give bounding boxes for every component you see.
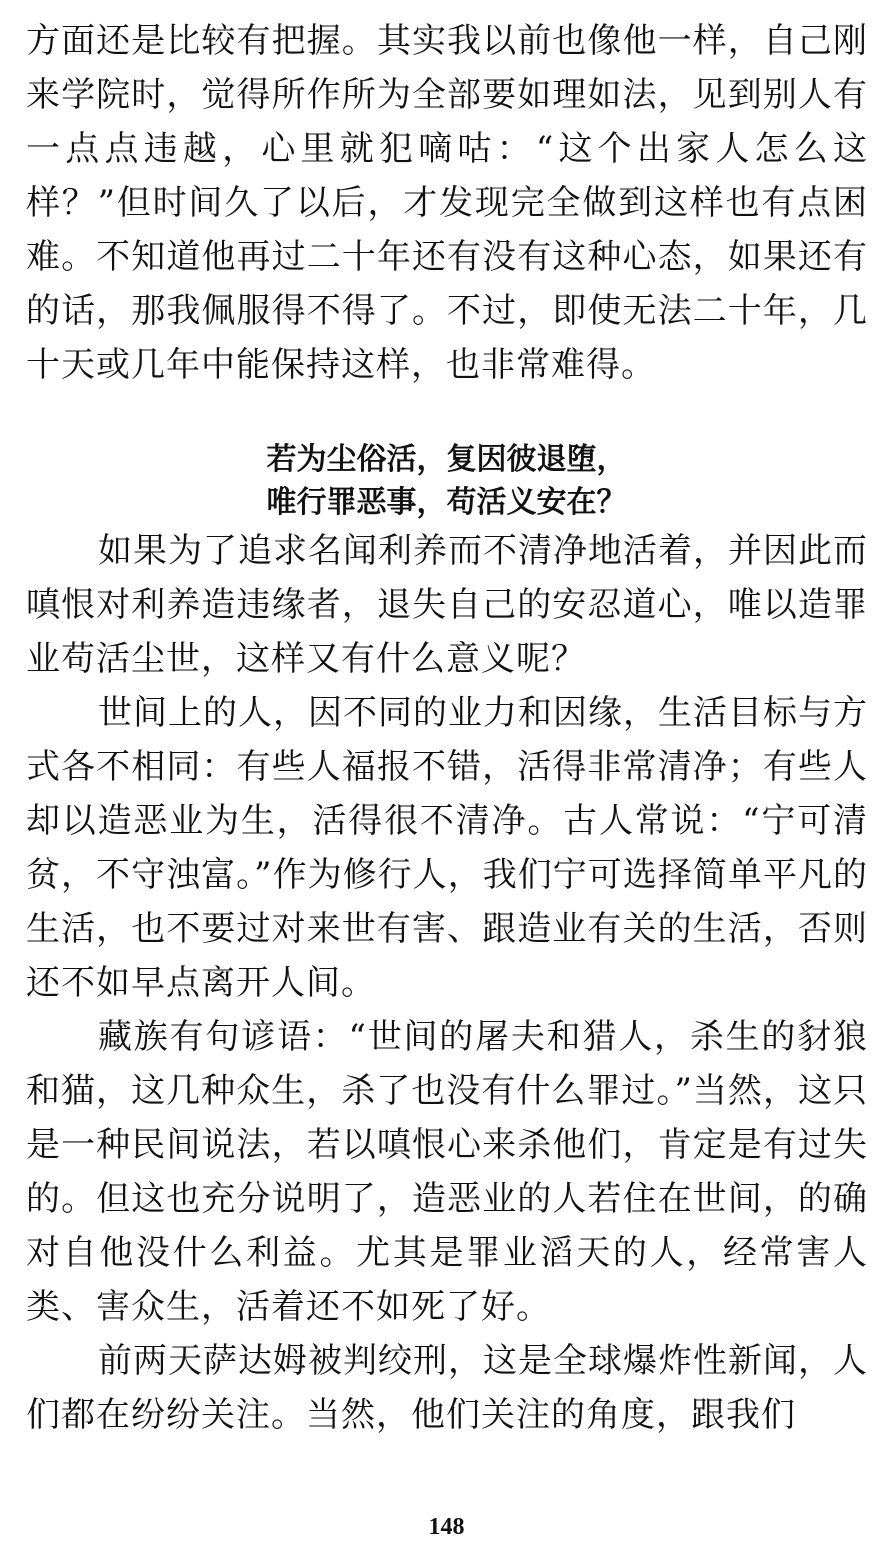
- intro-paragraph: [26, 14, 868, 392]
- verse-line-1: 若为尘俗活，复因彼退堕，: [266, 442, 627, 477]
- paragraph-2: 世间上的人，因不同的业力和因缘，生活目标与方式各不相同：有些人福报不错，活得非常清净；有些人却以造恶业为生，活得很不清净。古人常说：“宁可清贫，不守浊富。”作为修行人，我们宁可选择简单平凡的生活，也不要过对来世有害、跟造业有关的生活，否则还不如早点离开人间。: [26, 693, 868, 1003]
- paragraph-text: 方面还是比较有把握。其实我以前也像他一样，自己刚来学院时，觉得所作所为全部要如理如法，见到别人有一点点违越，心里就犯嘀咕：“这个出家人怎么这样？”但时间久了以后，才发现完全做到这样也有点困难。不知道他再过二十年还有没有这种心态，如果还有的话，那我佩服得不得了。不过，即使无法二十年，几十天或几年中能保持这样，也非常难得。: [26, 21, 868, 385]
- verse-block: [0, 438, 893, 524]
- body-text: [26, 524, 868, 1442]
- page-number: 148: [428, 1514, 465, 1540]
- paragraph-3: 藏族有句谚语：“世间的屠夫和猎人，杀生的豺狼和猫，这几种众生，杀了也没有什么罪过。”当然，这只是一种民间说法，若以嗔恨心来杀他们，肯定是有过失的。但这也充分说明了，造恶业的人若住在世间，的确对自他没什么利益。尤其是罪业滔天的人，经常害人类、害众生，活着还不如死了好。: [26, 1017, 868, 1327]
- paragraph-1: 如果为了追求名闻利养而不清净地活着，并因此而嗔恨对利养造违缘者，退失自己的安忍道心，唯以造罪业苟活尘世，这样又有什么意义呢？: [26, 531, 868, 679]
- paragraph-4: 前两天萨达姆被判绞刑，这是全球爆炸性新闻，人们都在纷纷关注。当然，他们关注的角度，跟我们: [26, 1341, 868, 1435]
- verse-line-2: 唯行罪恶事，苟活义安在？: [266, 485, 627, 520]
